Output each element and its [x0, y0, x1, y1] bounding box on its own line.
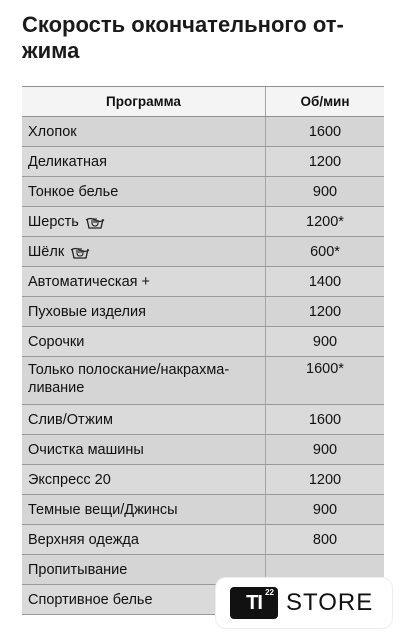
program-cell: [22, 117, 266, 146]
program-cell: [22, 495, 266, 524]
store-watermark: [216, 578, 392, 628]
table-row: [22, 237, 384, 267]
table-row: [22, 405, 384, 435]
program-name: Спортивное белье: [28, 591, 153, 608]
spin-speed-table: [22, 86, 384, 615]
program-name: Экспресс 20: [28, 471, 111, 488]
table-row: [22, 495, 384, 525]
table-row: [22, 117, 384, 147]
program-cell: [22, 327, 266, 356]
program-name: Сорочки: [28, 333, 85, 350]
program-name: Шёлк: [28, 243, 65, 260]
page-title: Скорость окончательного от- жима: [22, 12, 344, 63]
program-cell: [22, 465, 266, 494]
speed-cell: 600*: [310, 243, 340, 260]
table-row: [22, 207, 384, 237]
program-cell: [22, 405, 266, 434]
program-cell: [22, 267, 266, 296]
program-cell: [22, 525, 266, 554]
program-name: Верхняя одежда: [28, 531, 139, 548]
table-row: [22, 435, 384, 465]
program-name: Пуховые изделия: [28, 303, 146, 320]
store-logo: [230, 587, 278, 619]
program-name: Деликатная: [28, 153, 107, 170]
speed-cell: 900: [312, 441, 338, 458]
table-row: [22, 357, 384, 405]
speed-cell: 1600: [308, 411, 342, 428]
speed-cell: 800: [312, 531, 338, 548]
program-name: Тонкое белье: [28, 183, 119, 200]
handwash-icon: [85, 214, 105, 230]
table-row: [22, 267, 384, 297]
program-name: Хлопок: [28, 123, 77, 140]
program-name: Слив/Отжим: [28, 411, 113, 428]
speed-cell: 1200: [308, 471, 342, 488]
speed-cell: 1400: [308, 273, 342, 290]
speed-cell: 900: [312, 333, 338, 350]
program-name: Очистка машины: [28, 441, 144, 458]
program-name: Шерсть: [28, 213, 79, 230]
program-name: Автоматическая +: [28, 273, 150, 290]
table-row: [22, 177, 384, 207]
table-row: [22, 465, 384, 495]
program-cell: [22, 357, 266, 404]
store-name: STORE: [286, 589, 374, 616]
speed-cell: 900: [312, 501, 338, 518]
program-name: Пропитывание: [28, 561, 128, 578]
program-cell: [22, 147, 266, 176]
table-row: [22, 525, 384, 555]
speed-cell: 1200*: [306, 213, 344, 230]
speed-cell: 1600*: [306, 361, 344, 377]
program-cell: [22, 177, 266, 206]
speed-cell: 1600: [308, 123, 342, 140]
speed-cell: 1200: [308, 153, 342, 170]
program-cell: [22, 297, 266, 326]
table-row: [22, 147, 384, 177]
store-logo-sup: 22: [265, 588, 274, 597]
store-logo-text: TI: [246, 591, 262, 614]
table-row: [22, 327, 384, 357]
table-row: [22, 297, 384, 327]
program-cell: [22, 237, 266, 266]
program-name: Только полоскание/накрахма- ливание: [28, 362, 230, 396]
table-header-row: [22, 87, 384, 117]
speed-cell: 900: [312, 183, 338, 200]
program-name: Темные вещи/Джинсы: [28, 501, 178, 518]
speed-cell: 1200: [308, 303, 342, 320]
column-header-program: Программа: [22, 87, 266, 116]
program-cell: [22, 435, 266, 464]
handwash-icon: [70, 244, 90, 260]
column-header-speed: Об/мин: [300, 94, 350, 109]
program-cell: [22, 207, 266, 236]
